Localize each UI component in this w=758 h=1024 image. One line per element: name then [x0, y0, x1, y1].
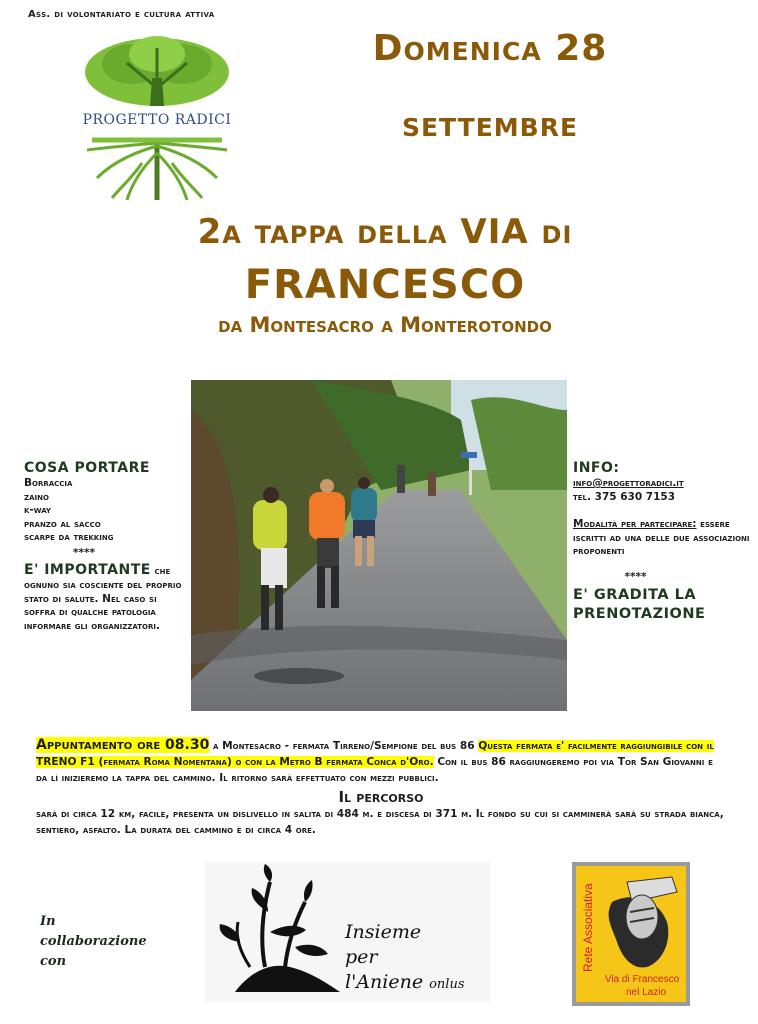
info-heading: INFO: [573, 460, 620, 476]
item-borraccia: Borraccia [24, 477, 73, 489]
fermata-rest: Con il bus 86 raggiungeremo poi via Tor San Giovanni e da lì inizieremo la tappa del cammino. Il ritorno sarà effettuato con mezzi pubblici. [36, 756, 713, 784]
modalita-text: essere iscritti ad una delle due associazioni proponenti [573, 518, 750, 557]
partner2-line1: Via di Francesco [604, 974, 680, 985]
stars-divider: **** [73, 546, 95, 559]
percorso-text: sarà di circa 12 km, facile, presenta un dislivello in salita di 484 m. e discesa di 371 m. Il fondo su cui si camminerà sarà su strada bianca, sentiero, asfalto. La durata del cammino è di circa 4 ore. [36, 808, 724, 836]
event-title-line2: FRANCESCO [244, 262, 526, 308]
stars-divider-right: **** [624, 570, 647, 583]
modalita-label: Modalità per partecipare: [573, 518, 697, 530]
item-pranzo: pranzo al sacco [24, 517, 101, 530]
info-phone: tel. 375 630 7153 [573, 490, 676, 503]
percorso-heading: Il percorso [338, 788, 424, 806]
info-section [573, 460, 753, 624]
rete-via-francesco-logo [572, 862, 690, 1006]
partner2-vertical-text: Rete Associativa [581, 883, 595, 972]
item-scarpe: scarpe da trekking [24, 531, 114, 543]
important-label: E' IMPORTANTE [24, 562, 151, 578]
plant-drawing-icon [210, 862, 350, 1002]
event-date-month: settembre [401, 104, 579, 145]
appuntamento-label: Appuntamento ore 08.30 [36, 737, 210, 753]
progetto-radici-logo [72, 28, 242, 206]
cosa-portare-section [24, 460, 184, 633]
collaboration-label: In collaborazione con [40, 914, 147, 969]
partner2-line2: nel Lazio [625, 987, 667, 998]
event-title-line1: 2a tappa della VIA di [197, 212, 573, 252]
prenotazione-text: E' GRADITA LA PRENOTAZIONE [573, 587, 706, 622]
event-details [36, 737, 726, 838]
partner1-line3: l'Aniene [345, 971, 424, 993]
important-text: che ognuno sia cosciente del proprio stato di salute. Nel caso si soffra di qualche patologia informare gli organizzatori. [24, 565, 182, 632]
appuntamento-text: a Montesacro - fermata Tirreno/Sempione del bus 86 [213, 740, 475, 752]
hikers-photo [191, 380, 567, 711]
item-kway: k-way [24, 504, 52, 516]
event-date-day: Domenica 28 [372, 28, 608, 69]
logo-text: PROGETTO RADICI [82, 112, 232, 128]
organization-header: Ass. di volontariato e cultura attiva [28, 9, 215, 20]
partner1-line2: per [345, 946, 378, 968]
cosa-portare-heading: COSA PORTARE [24, 460, 150, 476]
item-zaino: zaino [24, 490, 49, 503]
partner1-suffix: onlus [429, 977, 465, 992]
insieme-per-aniene-logo [205, 862, 490, 1002]
event-route: da Montesacro a Monterotondo [218, 313, 552, 337]
partner1-line1: Insieme [345, 921, 422, 943]
fermata-highlight: Questa fermata e' facilmente raggiungibile con il TRENO F1 (fermata Roma Nomentana) o con la Metro B fermata Conca d'Oro. [36, 740, 714, 768]
info-email-link[interactable]: info@progettoradici.it [573, 477, 684, 489]
